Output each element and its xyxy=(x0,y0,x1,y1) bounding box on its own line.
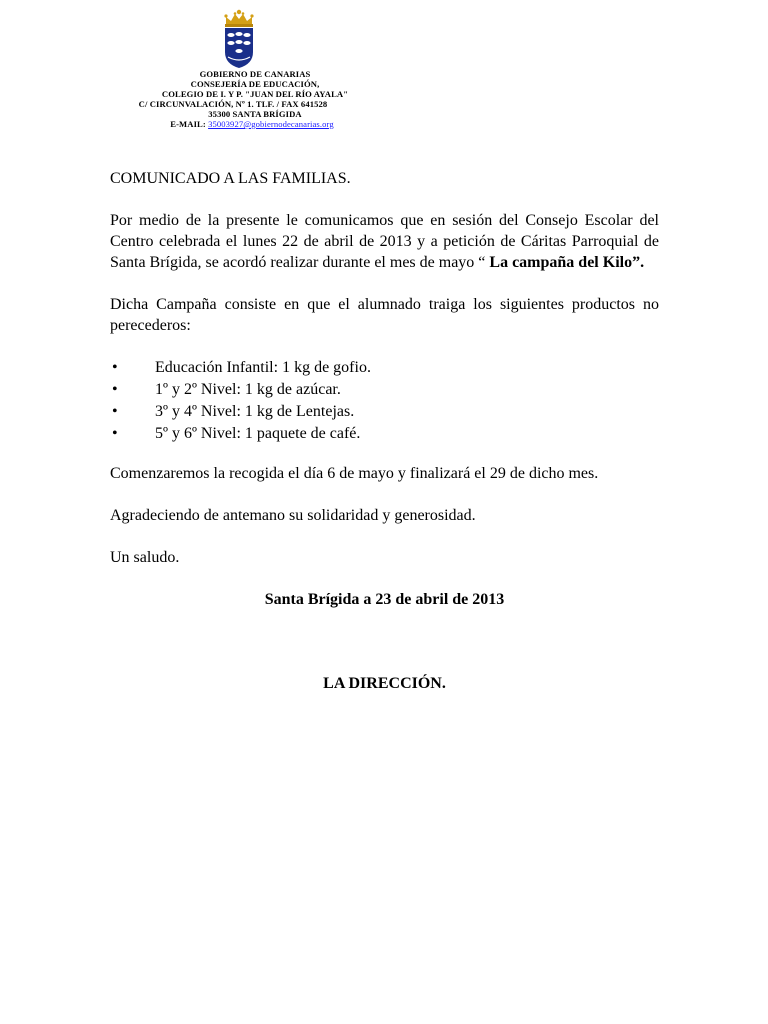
list-item-text: 1º y 2º Nivel: 1 kg de azúcar. xyxy=(155,381,341,398)
letterhead-government: GOBIERNO DE CANARIAS xyxy=(199,69,311,79)
bullet-icon: • xyxy=(112,425,118,442)
signature: LA DIRECCIÓN. xyxy=(323,675,446,692)
list-item xyxy=(110,357,659,379)
paragraph-collection-dates: Comenzaremos la recogida el día 6 de mayo y finalizará el 29 de dicho mes. xyxy=(110,465,599,482)
letterhead xyxy=(110,69,400,129)
list-item xyxy=(110,423,659,445)
place-and-date: Santa Brígida a 23 de abril de 2013 xyxy=(264,591,505,608)
bullet-icon: • xyxy=(112,381,118,398)
crown-icon xyxy=(224,10,253,27)
letterhead-address: C/ CIRCUNVALACIÓN, Nº 1. TLF. / FAX 641528 xyxy=(138,99,328,109)
list-item-text: 3º y 4º Nivel: 1 kg de Lentejas. xyxy=(155,403,355,420)
paragraph-thanks: Agradeciendo de antemano su solidaridad y generosidad. xyxy=(110,507,476,524)
letterhead-school: COLEGIO DE I. Y P. "JUAN DEL RÍO AYALA" xyxy=(161,89,349,99)
paragraph-campaign-description: Dicha Campaña consiste en que el alumnado traiga los siguientes productos no perecederos: xyxy=(110,296,659,334)
product-list xyxy=(110,357,659,445)
shield-icon xyxy=(225,28,253,68)
bullet-icon: • xyxy=(112,359,118,376)
bullet-icon: • xyxy=(112,403,118,420)
paragraph-greeting: Un saludo. xyxy=(110,549,180,566)
letter-heading: COMUNICADO A LAS FAMILIAS. xyxy=(110,170,351,187)
letterhead-department: CONSEJERÍA DE EDUCACIÓN, xyxy=(190,79,320,89)
list-item xyxy=(110,379,659,401)
list-item xyxy=(110,401,659,423)
announcement-text: Por medio de la presente le comunicamos que en sesión del Consejo Escolar del Centro celebrada el lunes 22 de abril de 2013 y a petición de Cáritas Parroquial de Santa Brígida, se acordó realizar durante el mes de mayo “ xyxy=(110,212,659,271)
campaign-name: La campaña del Kilo”. xyxy=(485,254,645,271)
email-label: E-MAIL: xyxy=(170,119,206,129)
list-item-text: Educación Infantil: 1 kg de gofio. xyxy=(155,359,371,376)
email-link[interactable]: 35003927@gobiernodecanarias.org xyxy=(208,119,334,129)
paragraph-announcement xyxy=(110,210,659,273)
list-item-text: 5º y 6º Nivel: 1 paquete de café. xyxy=(155,425,361,442)
coat-of-arms-icon xyxy=(218,8,260,70)
letter-body xyxy=(110,168,659,694)
letterhead-email xyxy=(104,119,400,129)
letterhead-city: 35300 SANTA BRÍGIDA xyxy=(208,109,302,119)
